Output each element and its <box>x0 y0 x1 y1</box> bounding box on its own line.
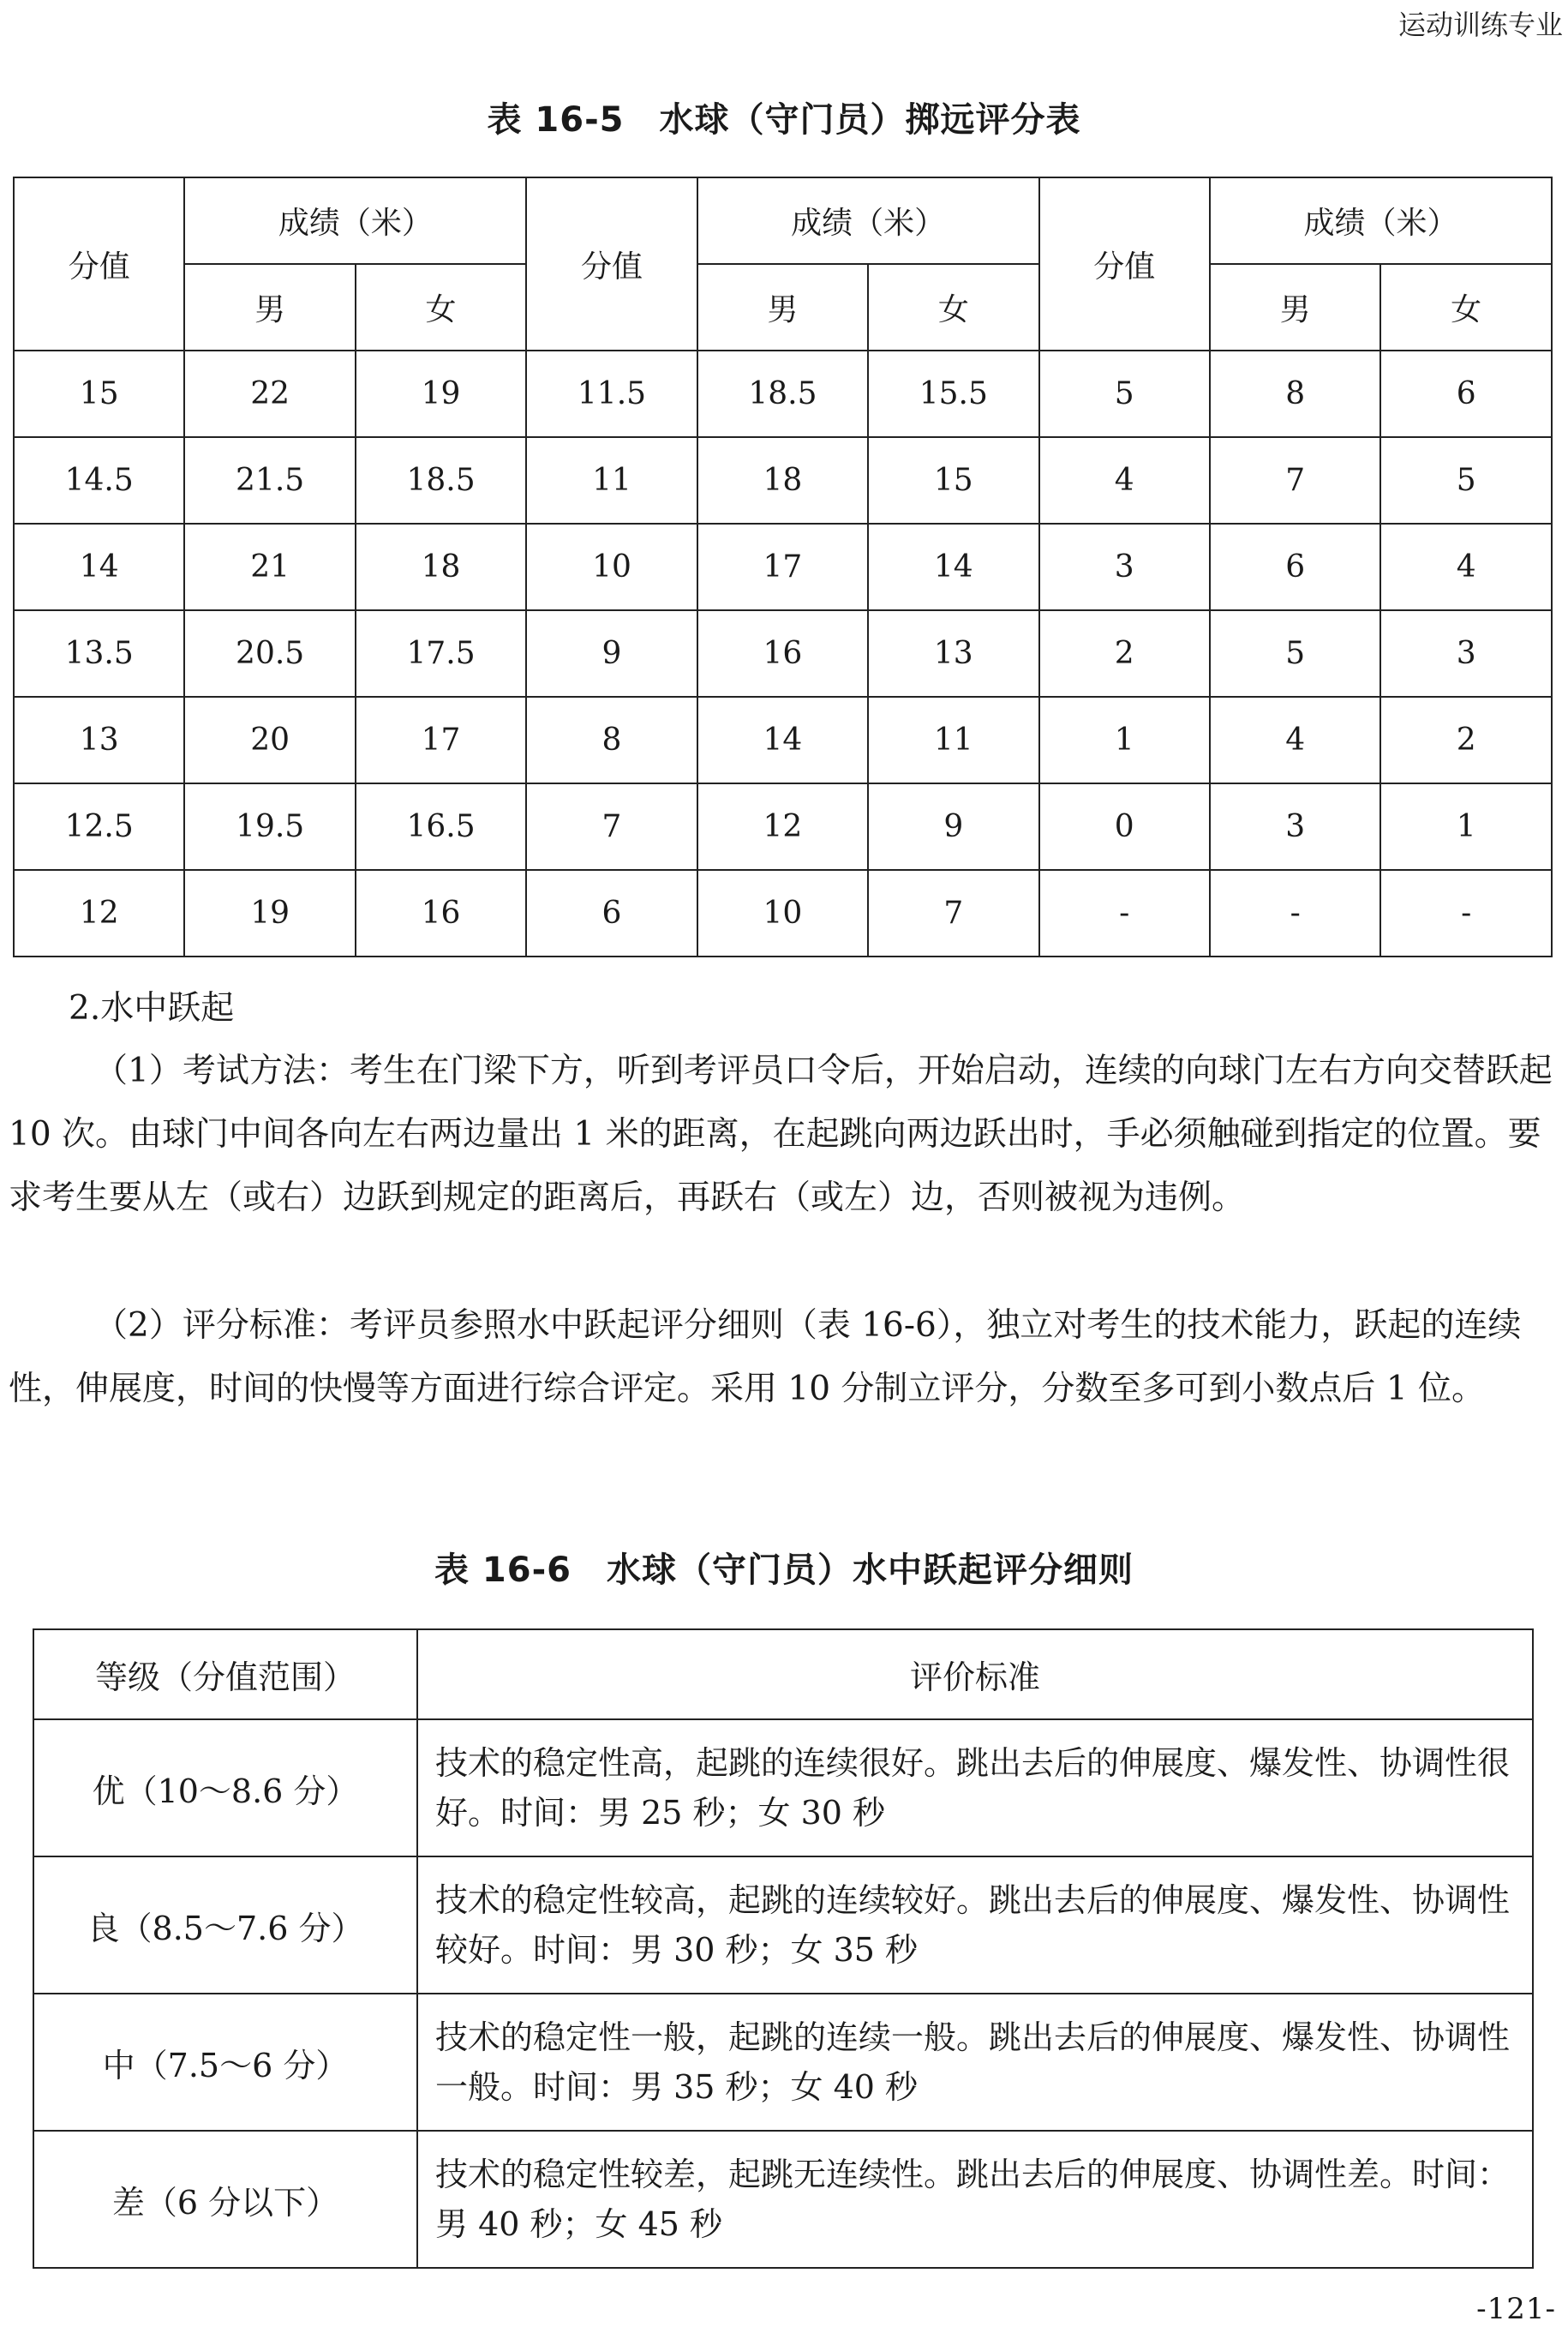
table-cell: 3 <box>1039 524 1210 610</box>
table-cell: 16 <box>356 870 526 957</box>
table-cell: 21.5 <box>184 437 355 524</box>
table-cell: 21 <box>184 524 355 610</box>
table-cell: 22 <box>184 351 355 437</box>
header-result-1: 成绩（米） <box>184 177 526 264</box>
table-cell: 15.5 <box>868 351 1038 437</box>
header-male-2: 男 <box>697 264 868 351</box>
table-cell: 8 <box>1210 351 1380 437</box>
header-grade: 等级（分值范围） <box>33 1629 417 1719</box>
table-cell: 5 <box>1039 351 1210 437</box>
table-cell: 18.5 <box>697 351 868 437</box>
table-cell: 17 <box>697 524 868 610</box>
table-cell: 3 <box>1380 610 1552 697</box>
test-method-paragraph: （1）考试方法：考生在门梁下方，听到考评员口令后，开始启动，连续的向球门左右方向交替跃起 10 次。由球门中间各向左右两边量出 1 米的距离，在起跳向两边跃出时，手必须触碰到指定的位置。要求考生要从左（或右）边跃到规定的距离后，再跃右（或左）边，否则被视为违例。 <box>9 1052 1553 1217</box>
table-cell: 10 <box>526 524 697 610</box>
table-cell: 14 <box>14 524 184 610</box>
table-cell: - <box>1380 870 1552 957</box>
table-cell: 18 <box>356 524 526 610</box>
table-cell: 20.5 <box>184 610 355 697</box>
table-cell: 9 <box>868 783 1038 870</box>
table-cell: 12.5 <box>14 783 184 870</box>
table-cell: 14.5 <box>14 437 184 524</box>
table-cell: 18 <box>697 437 868 524</box>
table-cell: 13.5 <box>14 610 184 697</box>
table2-title: 表 16-6 水球（守门员）水中跃起评分细则 <box>434 1550 1134 1590</box>
table-cell: 19.5 <box>184 783 355 870</box>
header-score-1: 分值 <box>14 177 184 351</box>
table-row <box>14 524 1552 610</box>
table-cell: 13 <box>14 697 184 783</box>
grade-cell: 优（10～8.6 分） <box>33 1719 417 1856</box>
table-cell: 11.5 <box>526 351 697 437</box>
header-score-3: 分值 <box>1039 177 1210 351</box>
table-cell: 3 <box>1210 783 1380 870</box>
table-cell: 9 <box>526 610 697 697</box>
table-cell: 19 <box>356 351 526 437</box>
header-score-2: 分值 <box>526 177 697 351</box>
header-result-3: 成绩（米） <box>1210 177 1552 264</box>
criteria-cell: 技术的稳定性一般，起跳的连续一般。跳出去后的伸展度、爆发性、协调性一般。时间：男 35 秒；女 40 秒 <box>417 1994 1533 2131</box>
table-row <box>14 870 1552 957</box>
table-row <box>14 783 1552 870</box>
table-cell: 18.5 <box>356 437 526 524</box>
table-cell: 6 <box>526 870 697 957</box>
criteria-row <box>33 1719 1533 1856</box>
criteria-row <box>33 1994 1533 2131</box>
criteria-cell: 技术的稳定性高，起跳的连续很好。跳出去后的伸展度、爆发性、协调性很好。时间：男 25 秒；女 30 秒 <box>417 1719 1533 1856</box>
table-cell: 12 <box>14 870 184 957</box>
table-row <box>14 437 1552 524</box>
table-cell: 17.5 <box>356 610 526 697</box>
criteria-cell: 技术的稳定性较高，起跳的连续较好。跳出去后的伸展度、爆发性、协调性较好。时间：男 30 秒；女 35 秒 <box>417 1856 1533 1994</box>
table-cell: 13 <box>868 610 1038 697</box>
table-cell: 11 <box>526 437 697 524</box>
header-result-2: 成绩（米） <box>697 177 1039 264</box>
table-cell: 7 <box>1210 437 1380 524</box>
header-female-2: 女 <box>868 264 1038 351</box>
table-cell: 4 <box>1039 437 1210 524</box>
table-cell: 15 <box>868 437 1038 524</box>
table-cell: 14 <box>697 697 868 783</box>
grade-cell: 良（8.5～7.6 分） <box>33 1856 417 1994</box>
header-male-1: 男 <box>184 264 355 351</box>
table-cell: 15 <box>14 351 184 437</box>
table-cell: 20 <box>184 697 355 783</box>
table-cell: 4 <box>1210 697 1380 783</box>
table-cell: 1 <box>1380 783 1552 870</box>
table-cell: 19 <box>184 870 355 957</box>
table-cell: 10 <box>697 870 868 957</box>
grade-cell: 中（7.5～6 分） <box>33 1994 417 2131</box>
table-cell: 6 <box>1210 524 1380 610</box>
table-row <box>14 697 1552 783</box>
table-cell: 11 <box>868 697 1038 783</box>
table-cell: 5 <box>1210 610 1380 697</box>
table-cell: 6 <box>1380 351 1552 437</box>
table1-title: 表 16-5 水球（守门员）掷远评分表 <box>487 100 1081 140</box>
table-cell: 2 <box>1039 610 1210 697</box>
criteria-cell: 技术的稳定性较差，起跳无连续性。跳出去后的伸展度、协调性差。时间：男 40 秒；女 45 秒 <box>417 2131 1533 2268</box>
table-cell: 16 <box>697 610 868 697</box>
section-heading: 2.水中跃起 <box>69 989 235 1028</box>
table-cell: 7 <box>526 783 697 870</box>
grade-cell: 差（6 分以下） <box>33 2131 417 2268</box>
table-cell: 14 <box>868 524 1038 610</box>
table-cell: 17 <box>356 697 526 783</box>
table-cell: - <box>1210 870 1380 957</box>
criteria-row <box>33 2131 1533 2268</box>
page-number: -121- <box>1476 2292 1556 2326</box>
header-criteria: 评价标准 <box>417 1629 1533 1719</box>
table-cell: 0 <box>1039 783 1210 870</box>
header-male-3: 男 <box>1210 264 1380 351</box>
running-header: 运动训练专业 <box>1397 9 1563 41</box>
table-cell: 1 <box>1039 697 1210 783</box>
scoring-standard-paragraph: （2）评分标准：考评员参照水中跃起评分细则（表 16-6），独立对考生的技术能力，跃起的连续性，伸展度，时间的快慢等方面进行综合评定。采用 10 分制立评分，分数至多可到小数点后 1 位。 <box>9 1306 1522 1408</box>
table-cell: 4 <box>1380 524 1552 610</box>
table-cell: 12 <box>697 783 868 870</box>
table-cell: 2 <box>1380 697 1552 783</box>
header-female-1: 女 <box>356 264 526 351</box>
table-cell: 5 <box>1380 437 1552 524</box>
water-jump-criteria-table <box>33 1628 1534 2269</box>
table-cell: 16.5 <box>356 783 526 870</box>
header-female-3: 女 <box>1380 264 1552 351</box>
table-row <box>14 351 1552 437</box>
table-row <box>14 610 1552 697</box>
criteria-row <box>33 1856 1533 1994</box>
table-cell: 7 <box>868 870 1038 957</box>
throw-distance-score-table <box>13 177 1553 957</box>
table-cell: - <box>1039 870 1210 957</box>
table-cell: 8 <box>526 697 697 783</box>
